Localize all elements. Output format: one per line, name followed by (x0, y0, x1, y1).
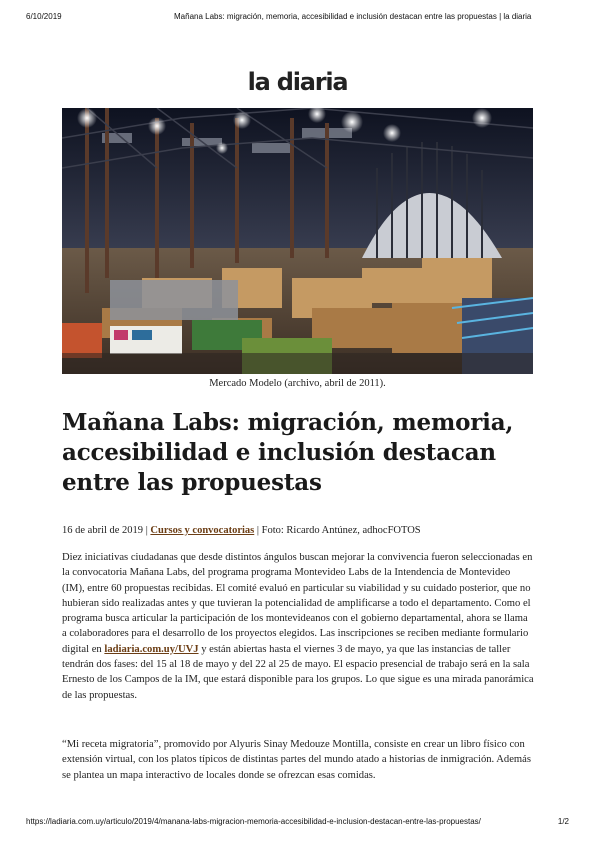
article-paragraph-1 (62, 550, 534, 703)
print-date: 6/10/2019 (26, 12, 62, 21)
article-headline: Mañana Labs: migración, memoria, accesibilidad e inclusión destacan entre las propuestas (62, 409, 514, 496)
meta-separator: | (143, 525, 151, 536)
category-link[interactable]: Cursos y convocatorias (150, 525, 255, 536)
print-url: https://ladiaria.com.uy/articulo/2019/4/manana-labs-migracion-memoria-accesibilidad-e-inclusion-destacan-entre-las-propuestas/ (26, 817, 481, 826)
print-page-title: Mañana Labs: migración, memoria, accesibilidad e inclusión destacan entre las propuestas | la diaria (174, 12, 532, 21)
paragraph-1-text-b: y están abiertas hasta el viernes 3 de mayo, ya que las instancias de taller tendrán dos fases: del 15 al 18 de mayo y del 22 al 25 de mayo. El espacio presencial de trabajo será en la sala Ernesto de los Campos de la IM, que estará disponible para los grupos. Lo que sigue es una mirada panorámica de las propuestas. (62, 643, 534, 701)
article-photo (62, 108, 533, 374)
photo-credit: | Foto: Ricardo Antúnez, adhocFOTOS (254, 525, 421, 536)
registration-link[interactable]: ladiaria.com.uy/UVJ (104, 643, 199, 655)
article-paragraph-2: “Mi receta migratoria”, promovido por Alyuris Sinay Medouze Montilla, consiste en crear un libro físico con extensión virtual, con los platos típicos de distintas partes del mundo atado a historias de inmigración. Además se plantea un mapa interactivo de locales donde se ofrezcan esas comidas. (62, 739, 531, 781)
photo-caption: Mercado Modelo (archivo, abril de 2011). (209, 378, 386, 389)
paragraph-1-text-a: Diez iniciativas ciudadanas que desde distintos ángulos buscan mejorar la convivencia fueron seleccionadas en la convocatoria Mañana Labs, del programa programa Montevideo Labs de la Intendencia de Montevideo (IM), entre 60 propuestas recibidas. El comité evaluó en particular su viabilidad y su cuidado posterior, que no hubieran sido realizadas antes y que tuvieran la potencialidad de amplificarse a todo el departamento. Como el programa busca articular la participación de los montevideanos con el gobierno departamental, ahora se llama a colaboradores para el desarrollo de los proyectos elegidos. Las inscripciones se reciben mediante formulario digital en (62, 552, 533, 655)
page-number: 1/2 (557, 817, 569, 826)
article-date: 16 de abril de 2019 (62, 525, 144, 536)
site-logo[interactable]: la diaria (247, 68, 348, 96)
article-meta (62, 525, 532, 536)
